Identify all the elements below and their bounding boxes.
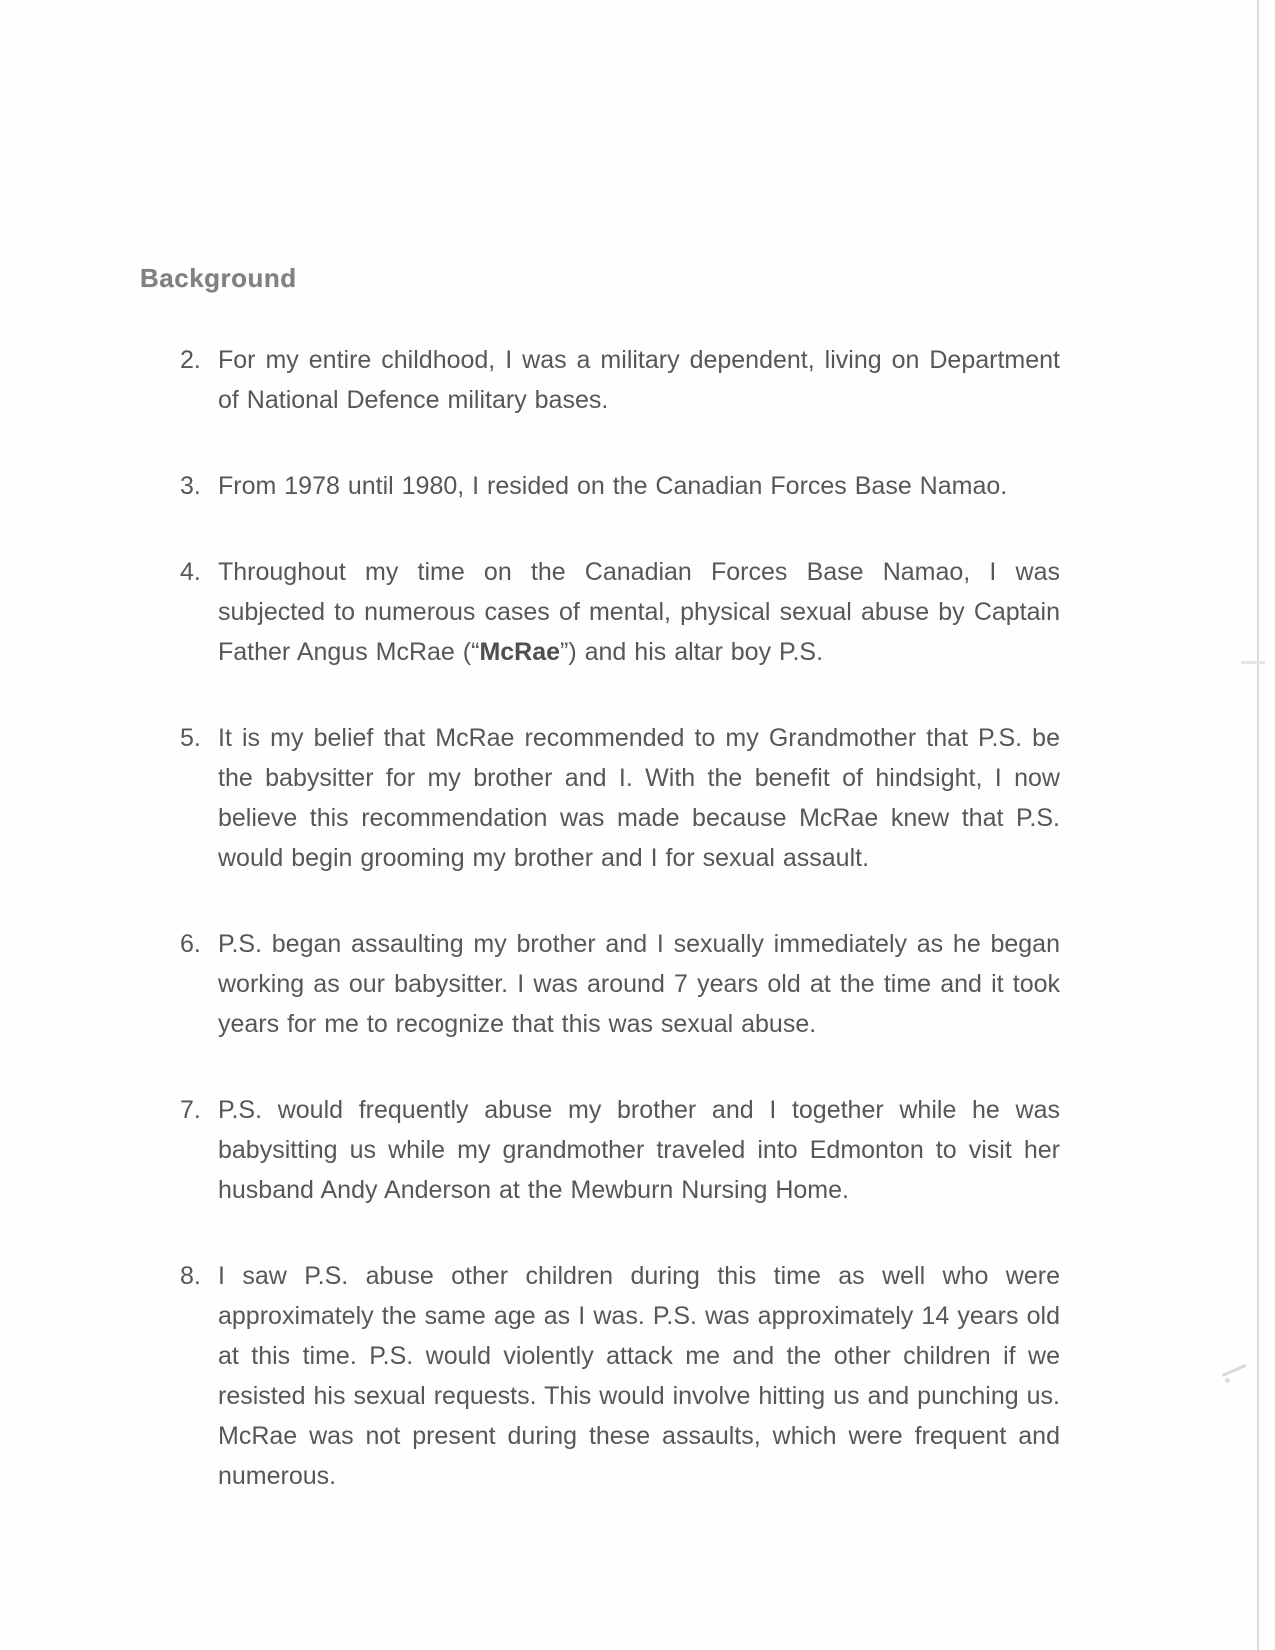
numbered-paragraph <box>180 552 1080 672</box>
paragraph-number: 8. <box>180 1262 201 1290</box>
paragraph-number: 3. <box>180 472 201 500</box>
paragraph-text <box>218 552 1060 672</box>
numbered-paragraph <box>180 924 1080 1044</box>
scan-tick-artifact <box>1241 661 1265 664</box>
numbered-paragraph-list <box>140 340 1080 1496</box>
page-content <box>140 262 1080 1496</box>
numbered-paragraph <box>180 718 1080 878</box>
paragraph-number: 5. <box>180 724 201 752</box>
paragraph-text-segment: P.S. began assaulting my brother and I sexually immediately as he began working as our babysitter. I was around 7 years old at the time and it took years for me to recognize that this was sexual abuse. <box>218 930 1060 1038</box>
paragraph-text <box>218 718 1060 878</box>
scan-smudge-artifact <box>1222 1364 1247 1377</box>
scan-smudge-artifact <box>1225 1378 1230 1383</box>
paragraph-text-segment: Throughout my time on the Canadian Forces Base Namao, I was subjected to numerous cases of mental, physical sexual abuse by Captain Father Angus McRae (“ <box>218 558 1060 666</box>
paragraph-text <box>218 1090 1060 1210</box>
paragraph-text <box>218 924 1060 1044</box>
defined-term-bold: McRae <box>479 638 561 666</box>
paragraph-text-segment: I saw P.S. abuse other children during this time as well who were approximately the same age as I was. P.S. was approximately 14 years old at this time. P.S. would violently attack me and the other children if we resisted his sexual requests. This would involve hitting us and punching us. McRae was not present during these assaults, which were frequent and numerous. <box>218 1262 1060 1490</box>
paragraph-number: 2. <box>180 346 201 374</box>
paragraph-text-segment: For my entire childhood, I was a military dependent, living on Department of National Defence military bases. <box>218 346 1060 414</box>
paragraph-number: 7. <box>180 1096 201 1124</box>
paragraph-text-segment: P.S. would frequently abuse my brother and I together while he was babysitting us while my grandmother traveled into Edmonton to visit her husband Andy Anderson at the Mewburn Nursing Home. <box>218 1096 1060 1204</box>
section-heading: Background <box>140 263 297 293</box>
numbered-paragraph <box>180 1090 1080 1210</box>
numbered-paragraph <box>180 340 1080 420</box>
paragraph-text-segment: ”) and his altar boy P.S. <box>560 638 824 666</box>
paragraph-text-segment: It is my belief that McRae recommended to my Grandmother that P.S. be the babysitter for my brother and I. With the benefit of hindsight, I now believe this recommendation was made because McRae knew that P.S. would begin grooming my brother and I for sexual assault. <box>218 724 1060 872</box>
numbered-paragraph <box>180 466 1080 506</box>
paragraph-text <box>218 1256 1060 1496</box>
paragraph-number: 4. <box>180 558 201 586</box>
paragraph-text-segment: From 1978 until 1980, I resided on the Canadian Forces Base Namao. <box>218 472 1008 500</box>
paragraph-number: 6. <box>180 930 201 958</box>
paragraph-text <box>218 340 1060 420</box>
paragraph-text <box>218 466 1060 506</box>
numbered-paragraph <box>180 1256 1080 1496</box>
scan-edge-line-artifact <box>1257 0 1259 1650</box>
